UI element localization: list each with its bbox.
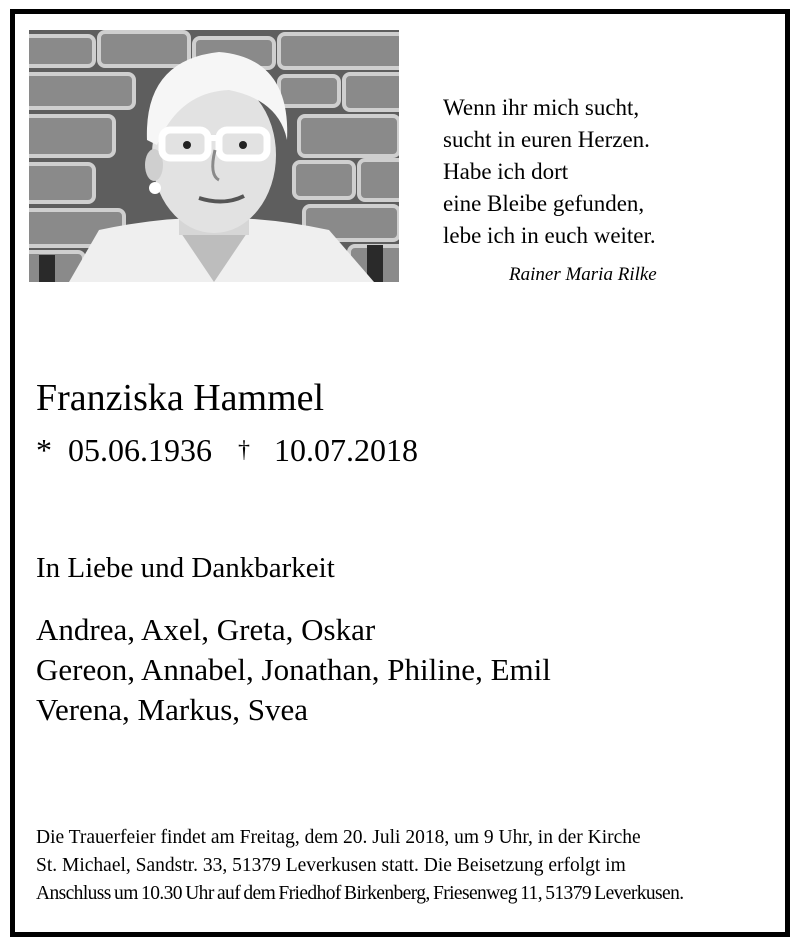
service-info xyxy=(36,824,776,908)
death-cross-icon: † xyxy=(238,437,250,463)
portrait-image xyxy=(29,30,399,282)
portrait-photo xyxy=(29,30,399,282)
family-line: Andrea, Axel, Greta, Oskar xyxy=(36,612,376,647)
death-date: 10.07.2018 xyxy=(274,432,418,468)
family-list xyxy=(36,610,551,730)
service-line: Die Trauerfeier findet am Freitag, dem 20. Juli 2018, um 9 Uhr, in der Kirche xyxy=(36,827,641,848)
obituary-notice xyxy=(10,9,790,937)
birth-date: 05.06.1936 xyxy=(68,432,212,468)
quote-line: lebe ich in euch weiter. xyxy=(443,223,656,248)
family-line: Gereon, Annabel, Jonathan, Philine, Emil xyxy=(36,652,551,687)
quote xyxy=(443,92,743,252)
deceased-name: Franziska Hammel xyxy=(36,377,325,419)
quote-line: eine Bleibe gefunden, xyxy=(443,191,645,216)
service-line: St. Michael, Sandstr. 33, 51379 Leverkusen statt. Die Beisetzung erfolgt im xyxy=(36,855,626,876)
dedication: In Liebe und Dankbarkeit xyxy=(36,552,335,584)
family-line: Verena, Markus, Svea xyxy=(36,692,309,727)
quote-author: Rainer Maria Rilke xyxy=(509,264,657,285)
birth-symbol: * xyxy=(36,432,52,468)
quote-line: Wenn ihr mich sucht, xyxy=(443,95,640,120)
quote-line: Habe ich dort xyxy=(443,159,569,184)
life-dates xyxy=(36,432,418,469)
service-line: Anschluss um 10.30 Uhr auf dem Friedhof Birkenberg, Friesenweg 11, 51379 Leverkusen. xyxy=(36,883,684,904)
quote-line: sucht in euren Herzen. xyxy=(443,127,650,152)
